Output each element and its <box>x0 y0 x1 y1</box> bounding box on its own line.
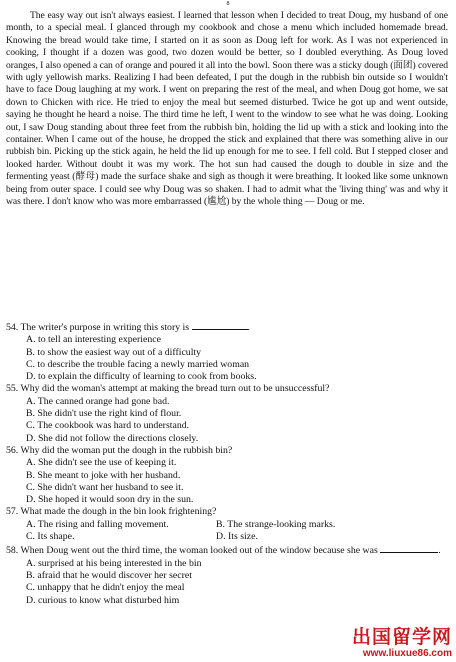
option-b: B. She didn't use the right kind of flour. <box>26 408 182 420</box>
passage-text: The easy way out isn't always easiest. I learned that lesson when I decided to treat Doug, my husband of one month, to a special meal. I glanced through my cookbook and chose a menu which included homemade bread. Knowing the bread would take time, I started on it as soon as Doug left for work. As I was not experienced in cooking, I thought if a dozen was good, two dozen would be better, so I doubled everything. As Doug loved oranges, I also opened a can of orange and poured it all into the bowl. Soon there was a sticky dough (面团) covered with ugly yellowish marks. Realizing I had been defeated, I put the dough in the rubbish bin outside so I wouldn't have to face Doug laughing at my work. I went on preparing the rest of the meal, and when Doug got home, we sat down to Chicken with rice. He tried to enjoy the meal but seemed disturbed. Twice he got up and went outside, saying he thought he heard a noise. The third time he left, I went to the window to see what he was doing. Looking out, I saw Doug standing about three feet from the rubbish bin, holding the lid up with a stick and looking into the container. When I came out of the house, he dropped the stick and explained that there was something alive in our rubbish bin. Picking up the stick again, he held the lid up enough for me to see. I fell cold. But I stepped closer and looked harder. Without doubt it was my work. The hot sun had caused the dough to double in size and the fermenting yeast (酵母) made the surface shake and sigh as though it were breathing. It looked like some unknown being from outer space. I could see why Doug was so shaken. I had to admit what the 'living thing' was and why it was there. I don't know who was more embarrassed (尴尬) by the whole thing — Doug or me. <box>6 10 448 208</box>
site-watermark <box>352 626 452 660</box>
answer-blank <box>380 543 438 553</box>
question-stem: 55. Why did the woman's attempt at making the bread turn out to be unsuccessful? <box>6 383 330 395</box>
question-57 <box>6 506 452 543</box>
reading-passage <box>6 10 448 209</box>
option-b: B. She meant to joke with her husband. <box>26 469 181 481</box>
watermark-url: www.liuxue86.com <box>362 648 452 659</box>
option-c: C. She didn't want her husband to see it. <box>26 481 184 493</box>
option-b: B. afraid that he would discover her secret <box>26 569 192 581</box>
option-a: A. surprised at his being interested in the bin <box>26 557 202 569</box>
question-58 <box>6 543 452 606</box>
option-a: A. The rising and falling movement. <box>26 518 169 530</box>
option-d: D. to explain the difficulty of learning to cook from books. <box>26 371 257 383</box>
option-c: C. unhappy that he didn't enjoy the meal <box>26 582 185 594</box>
option-row <box>26 519 452 531</box>
option-b: B. to show the easiest way out of a difficulty <box>26 346 202 358</box>
question-stem: 56. Why did the woman put the dough in the rubbish bin? <box>6 444 233 456</box>
questions-section <box>6 320 452 607</box>
answer-blank <box>192 320 248 330</box>
option-c: C. The cookbook was hard to understand. <box>26 420 190 432</box>
question-stem: 58. When Doug went out the third time, the woman looked out of the window because she was . <box>6 545 441 557</box>
option-a: A. She didn't see the use of keeping it. <box>26 457 177 469</box>
option-row <box>26 531 452 543</box>
option-d: D. curious to know what disturbed him <box>26 594 180 606</box>
option-d: D. She did not follow the directions closely. <box>26 432 199 444</box>
option-b: B. The strange-looking marks. <box>216 518 336 530</box>
option-a: A. The canned orange had gone bad. <box>26 395 170 407</box>
option-c: C. to describe the trouble facing a newly married woman <box>26 358 250 370</box>
page-number: 8 <box>226 1 230 7</box>
option-c: C. Its shape. <box>26 531 75 543</box>
question-56 <box>6 445 452 506</box>
option-d: D. Its size. <box>216 531 258 543</box>
question-54 <box>6 320 452 383</box>
question-55 <box>6 383 452 444</box>
question-stem: 54. The writer's purpose in writing this story is . <box>6 322 250 333</box>
option-d: D. She hoped it would soon dry in the sun. <box>26 494 194 506</box>
option-a: A. to tell an interesting experience <box>26 334 161 346</box>
watermark-chinese: 出国留学网 <box>351 626 452 648</box>
question-stem: 57. What made the dough in the bin look frightening? <box>6 506 217 518</box>
